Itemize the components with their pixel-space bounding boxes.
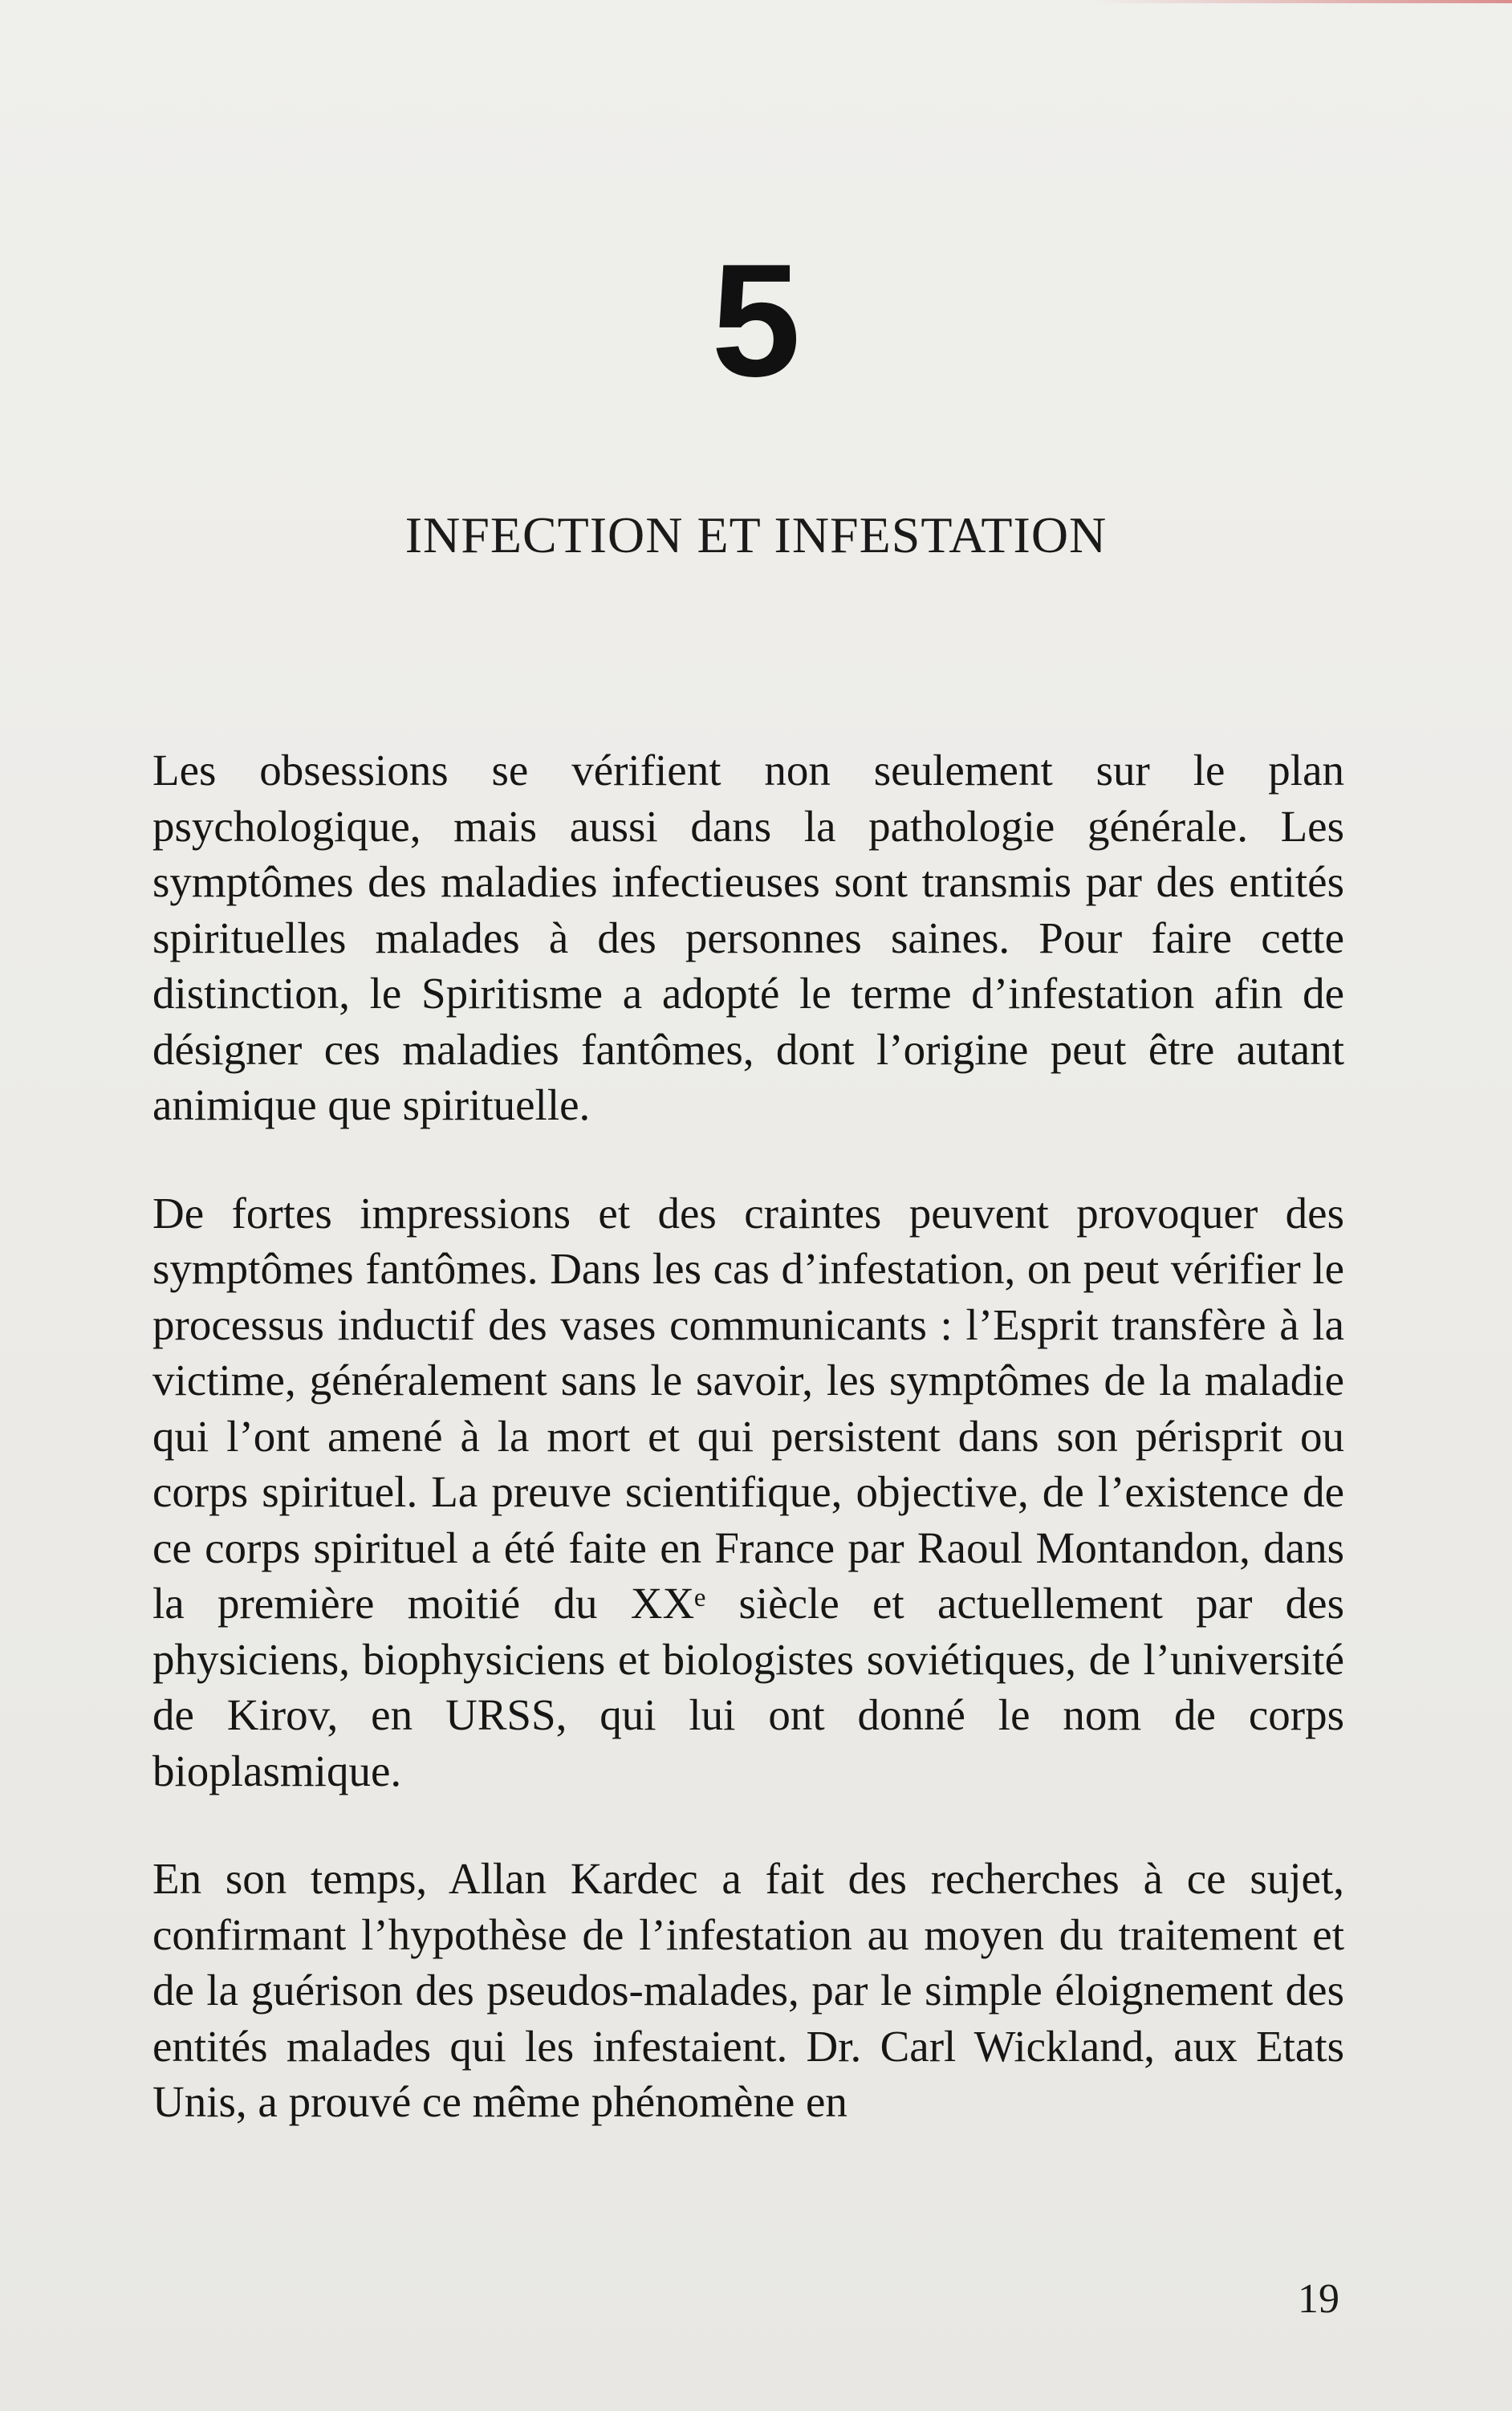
chapter-number: 5 xyxy=(711,231,801,410)
chapter-body xyxy=(152,742,1344,2182)
chapter-title: INFECTION ET INFESTATION xyxy=(404,506,1108,563)
page-number: 19 xyxy=(1298,2276,1339,2322)
paragraph-3: En son temps, Allan Kardec a fait des recherches à ce sujet, confirmant l’hypothèse de l’infestation au moyen du traitement et de la guérison des pseudos-malades, par le simple éloignement des entités malades qui les infestaient. Dr. Carl Wickland, aux Etats Unis, a prouvé ce même phénomène en xyxy=(152,1854,1344,2126)
page-edge-accent xyxy=(1095,0,1512,3)
paragraph-1: Les obsessions se vérifient non seulement sur le plan psychologique, mais aussi dans la pathologie générale. Les symptômes des maladies infectieuses sont transmis par des entités spirituelles malades à des personnes saines. Pour faire cette distinction, le Spiritisme a adopté le terme d’infestation afin de désigner ces maladies fantômes, dont l’origine peut être autant animique que spirituelle. xyxy=(152,746,1344,1129)
paragraph-2: De fortes impressions et des craintes peuvent provoquer des symptômes fantômes. Dans les cas d’infestation, on peut vérifier le processus inductif des vases communicants : l’Esprit transfère à la victime, généralement sans le savoir, les symptômes de la maladie qui l’ont amené à la mort et qui persistent dans son périsprit ou corps spirituel. La preuve scientifique, objective, de l’existence de ce corps spirituel a été faite en France par Raoul Montandon, dans la première moitié du XXᵉ siècle et actuellement par des physiciens, biophysiciens et biologistes soviétiques, de l’université de Kirov, en URSS, qui lui ont donné le nom de corps bioplasmique. xyxy=(152,1188,1344,1795)
